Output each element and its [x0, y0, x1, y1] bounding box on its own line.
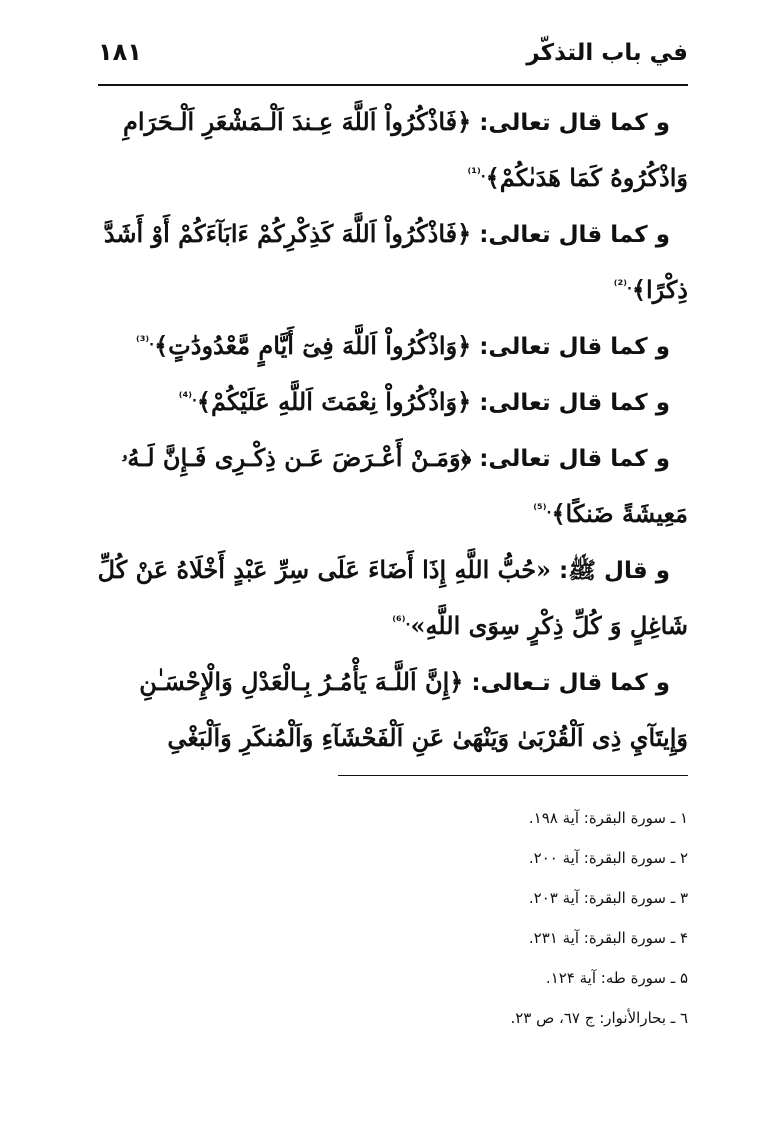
- text-line: [98, 542, 688, 598]
- body-text: [98, 94, 688, 766]
- line-lead: و كما قال تعالى:: [471, 222, 670, 248]
- footnotes: [300, 798, 688, 1038]
- quran-quote: وَإِيتَآيِ ذِى اَلْقُرْبَىٰ وَيَنْهَىٰ عَنِ اَلْفَحْشَآءِ وَاَلْمُنكَرِ وَاَلْبَغْىِ: [167, 723, 688, 752]
- footnote-item: ٣ ـ سورة البقرة: آية ٢٠٣.: [528, 889, 688, 907]
- chapter-title: في باب التذكّر: [526, 40, 688, 66]
- quran-quote: ﴿فَاذْكُرُواْ اَللَّهَ كَذِكْرِكُمْ ءَابَآءَكُمْ أَوْ أَشَدَّ: [103, 219, 472, 248]
- line-lead: و كما قال تعالى:: [471, 110, 670, 136]
- hadith-quote: شَاغِلٍ وَ كُلِّ ذِكْرٍ سِوَى اللَّهِ»: [410, 611, 688, 640]
- quran-quote: مَعِيشَةً ضَنكًا﴾: [551, 499, 688, 528]
- quran-quote: ذِكْرًا﴾: [631, 275, 688, 304]
- hadith-quote: «حُبُّ اللَّهِ إِذَا أَضَاءَ عَلَى سِرِّ عَبْدٍ أَخْلَاهُ عَنْ كُلِّ: [98, 555, 552, 584]
- quran-quote: ﴿وَاذْكُرُواْ نِعْمَتَ اَللَّهِ عَلَيْكُمْ﴾: [196, 387, 472, 416]
- footnote-ref: .⁽⁴⁾: [178, 390, 197, 406]
- quran-quote: ﴿وَمَـنْ أَعْـرَضَ عَـن ذِكْـرِى فَـإِنَّ لَـهُۥ: [121, 443, 472, 472]
- page-header: [98, 34, 688, 82]
- footnote-divider: [338, 775, 688, 776]
- text-line: [98, 710, 688, 766]
- footnote-item: ٢ ـ سورة البقرة: آية ٢٠٠.: [528, 849, 688, 867]
- text-line: [98, 654, 688, 710]
- quran-quote: ﴿إِنَّ اَللَّـهَ يَأْمُـرُ بِـالْعَدْلِ وَالْإِحْسَـٰنِ: [139, 667, 464, 696]
- footnote-ref: .⁽²⁾: [613, 278, 632, 294]
- footnote-ref: .⁽⁵⁾: [533, 502, 552, 518]
- footnote-ref: .⁽³⁾: [135, 334, 155, 350]
- footnote-item: ۴ ـ سورة البقرة: آية ٢٣١.: [528, 929, 688, 947]
- text-line: [98, 430, 688, 486]
- footnote-ref: .⁽¹⁾: [467, 166, 486, 182]
- header-divider: [98, 84, 688, 86]
- footnote-ref: .⁽⁶⁾: [392, 614, 411, 630]
- quran-quote: ﴿وَاذْكُرُواْ اَللَّهَ فِىٓ أَيَّامٍ مَّعْدُودَٰتٍ﴾: [154, 331, 472, 360]
- text-line: [98, 486, 688, 542]
- text-line: [98, 374, 688, 430]
- quran-quote: وَاذْكُرُوهُ كَمَا هَدَىٰكُمْ﴾: [485, 163, 688, 192]
- footnote-item: ٦ ـ بحارالأنوار: ج ٦٧، ص ٢٣.: [510, 1009, 688, 1027]
- line-lead: و قال ﷺ:: [551, 558, 670, 584]
- text-line: [98, 598, 688, 654]
- line-lead: و كما قال تعالى:: [471, 334, 670, 360]
- text-line: [98, 94, 688, 150]
- page-number: ١٨١: [98, 38, 142, 66]
- text-line: [98, 262, 688, 318]
- line-lead: و كما قال تـعالى:: [463, 670, 670, 696]
- text-line: [98, 150, 688, 206]
- footnote-item: ١ ـ سورة البقرة: آية ١٩٨.: [528, 809, 688, 827]
- footnote-item: ۵ ـ سورة طه: آية ١٢۴.: [545, 969, 688, 987]
- line-lead: و كما قال تعالى:: [471, 446, 670, 472]
- text-line: [98, 206, 688, 262]
- quran-quote: ﴿فَاذْكُرُواْ اَللَّهَ عِـندَ اَلْـمَشْعَرِ اَلْـحَرَامِ: [122, 107, 472, 136]
- line-lead: و كما قال تعالى:: [471, 390, 670, 416]
- text-line: [98, 318, 688, 374]
